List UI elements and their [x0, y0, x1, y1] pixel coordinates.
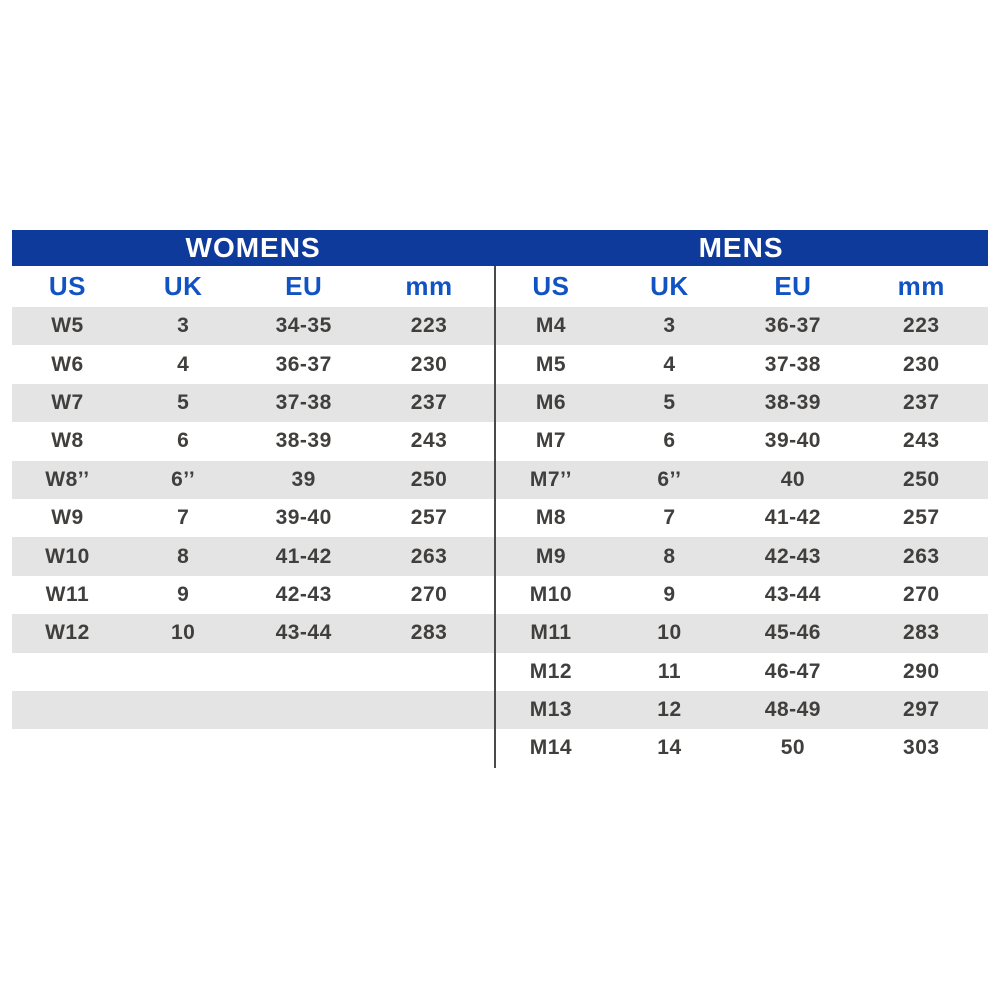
cell: 6	[177, 429, 190, 453]
cell: 43-44	[275, 621, 332, 645]
header-row	[494, 266, 988, 307]
cell: 34-35	[275, 314, 332, 338]
cell	[243, 691, 364, 729]
cell: 36-37	[275, 352, 332, 376]
cell: 250	[410, 467, 448, 491]
cell	[364, 691, 494, 729]
empty-row	[12, 653, 494, 691]
cell: 257	[410, 506, 448, 530]
table-row	[12, 384, 494, 422]
cell: 41-42	[764, 506, 821, 530]
womens-table-body	[12, 307, 494, 768]
cell: M7’’	[529, 467, 572, 491]
mens-table-body	[494, 307, 988, 768]
cell: 4	[177, 352, 190, 376]
cell: 36-37	[764, 314, 821, 338]
cell: 5	[663, 390, 676, 414]
column-header-eu: EU	[285, 271, 323, 301]
cell: 263	[903, 544, 940, 568]
cell: 11	[657, 659, 682, 683]
cell: 7	[663, 506, 676, 530]
cell: 37-38	[764, 352, 821, 376]
table-row	[12, 461, 494, 499]
cell	[123, 653, 244, 691]
cell: 257	[903, 506, 940, 530]
cell: M9	[535, 544, 567, 568]
cell: 270	[410, 582, 448, 606]
cell	[364, 653, 494, 691]
cell: 270	[903, 582, 940, 606]
cell: 42-43	[275, 582, 332, 606]
cell: 42-43	[764, 544, 821, 568]
cell: 4	[663, 352, 676, 376]
cell	[364, 729, 494, 767]
table-row	[12, 614, 494, 652]
womens-table	[12, 266, 494, 768]
cell: 45-46	[764, 621, 821, 645]
cell: 39	[291, 467, 316, 491]
table-divider	[494, 266, 496, 768]
cell: 6	[663, 429, 676, 453]
cell: 43-44	[764, 582, 821, 606]
cell: 8	[663, 544, 676, 568]
cell: 243	[903, 429, 940, 453]
cell: 290	[903, 659, 940, 683]
table-row	[12, 307, 494, 345]
cell: 6’’	[657, 467, 682, 491]
column-header-mm: mm	[897, 271, 945, 301]
cell: W7	[51, 390, 84, 414]
cell: 48-49	[764, 698, 821, 722]
column-header-mm: mm	[405, 271, 453, 301]
mens-table-header	[494, 266, 988, 307]
table-row	[494, 422, 988, 460]
cell: 38-39	[764, 390, 821, 414]
cell: M5	[535, 352, 567, 376]
column-header-us: US	[532, 271, 570, 301]
cell: 5	[177, 390, 190, 414]
table-row	[494, 345, 988, 383]
cell	[243, 653, 364, 691]
table-row	[494, 614, 988, 652]
cell: 37-38	[275, 390, 332, 414]
table-row	[494, 691, 988, 729]
table-row	[494, 537, 988, 575]
cell: 230	[903, 352, 940, 376]
table-row	[12, 576, 494, 614]
cell: 38-39	[275, 429, 332, 453]
cell: 3	[663, 314, 676, 338]
cell: 263	[410, 544, 448, 568]
table-row	[494, 576, 988, 614]
cell: 283	[903, 621, 940, 645]
empty-row	[12, 729, 494, 767]
cell: 12	[657, 698, 682, 722]
cell: 223	[410, 314, 448, 338]
cell: 7	[177, 506, 190, 530]
mens-table	[494, 266, 988, 768]
cell: 46-47	[764, 659, 821, 683]
cell: 8	[177, 544, 190, 568]
cell: M11	[530, 621, 572, 645]
cell: W8	[51, 429, 84, 453]
womens-table-header	[12, 266, 494, 307]
cell	[123, 729, 244, 767]
cell: 41-42	[275, 544, 332, 568]
cell: 303	[903, 736, 940, 760]
table-row	[494, 384, 988, 422]
womens-title: WOMENS	[185, 232, 321, 263]
cell: 243	[410, 429, 448, 453]
cell: 14	[657, 736, 682, 760]
cell: 9	[663, 582, 676, 606]
size-chart	[12, 230, 988, 768]
cell: W10	[45, 544, 90, 568]
cell: 3	[177, 314, 190, 338]
table-row	[12, 345, 494, 383]
cell: 223	[903, 314, 940, 338]
cell: W8’’	[45, 467, 90, 491]
cell: 6’’	[171, 467, 196, 491]
header-row	[12, 266, 494, 307]
chart-body	[12, 266, 988, 768]
cell: W11	[45, 582, 90, 606]
cell: 237	[410, 390, 448, 414]
column-header-us: US	[48, 271, 86, 301]
cell: M12	[529, 659, 573, 683]
table-row	[494, 729, 988, 767]
cell: M14	[529, 736, 573, 760]
column-header-eu: EU	[774, 271, 812, 301]
cell: 250	[903, 467, 940, 491]
table-row	[494, 499, 988, 537]
cell: W5	[51, 314, 84, 338]
column-header-uk: UK	[650, 271, 689, 301]
cell: W6	[51, 352, 84, 376]
cell: 10	[657, 621, 682, 645]
table-row	[494, 653, 988, 691]
cell: 39-40	[275, 506, 332, 530]
cell: 50	[780, 736, 806, 760]
chart-title-bar	[12, 230, 988, 266]
cell	[243, 729, 364, 767]
cell: M8	[535, 506, 567, 530]
cell: 40	[780, 467, 806, 491]
cell: M13	[529, 698, 573, 722]
cell	[12, 653, 123, 691]
cell: 283	[410, 621, 448, 645]
table-row	[12, 499, 494, 537]
cell	[12, 691, 123, 729]
empty-row	[12, 691, 494, 729]
mens-title: MENS	[698, 232, 784, 263]
cell	[12, 729, 123, 767]
cell: 297	[903, 698, 940, 722]
cell: W12	[45, 621, 90, 645]
cell: 10	[170, 621, 196, 645]
cell: M6	[535, 390, 567, 414]
table-row	[494, 307, 988, 345]
table-row	[12, 537, 494, 575]
table-row	[12, 422, 494, 460]
cell: M4	[535, 314, 567, 338]
cell	[123, 691, 244, 729]
cell: W9	[51, 506, 84, 530]
cell: 230	[410, 352, 448, 376]
column-header-uk: UK	[163, 271, 203, 301]
cell: 237	[903, 390, 940, 414]
table-row	[494, 461, 988, 499]
cell: 9	[177, 582, 190, 606]
cell: M10	[529, 582, 573, 606]
cell: 39-40	[764, 429, 821, 453]
cell: M7	[535, 429, 567, 453]
